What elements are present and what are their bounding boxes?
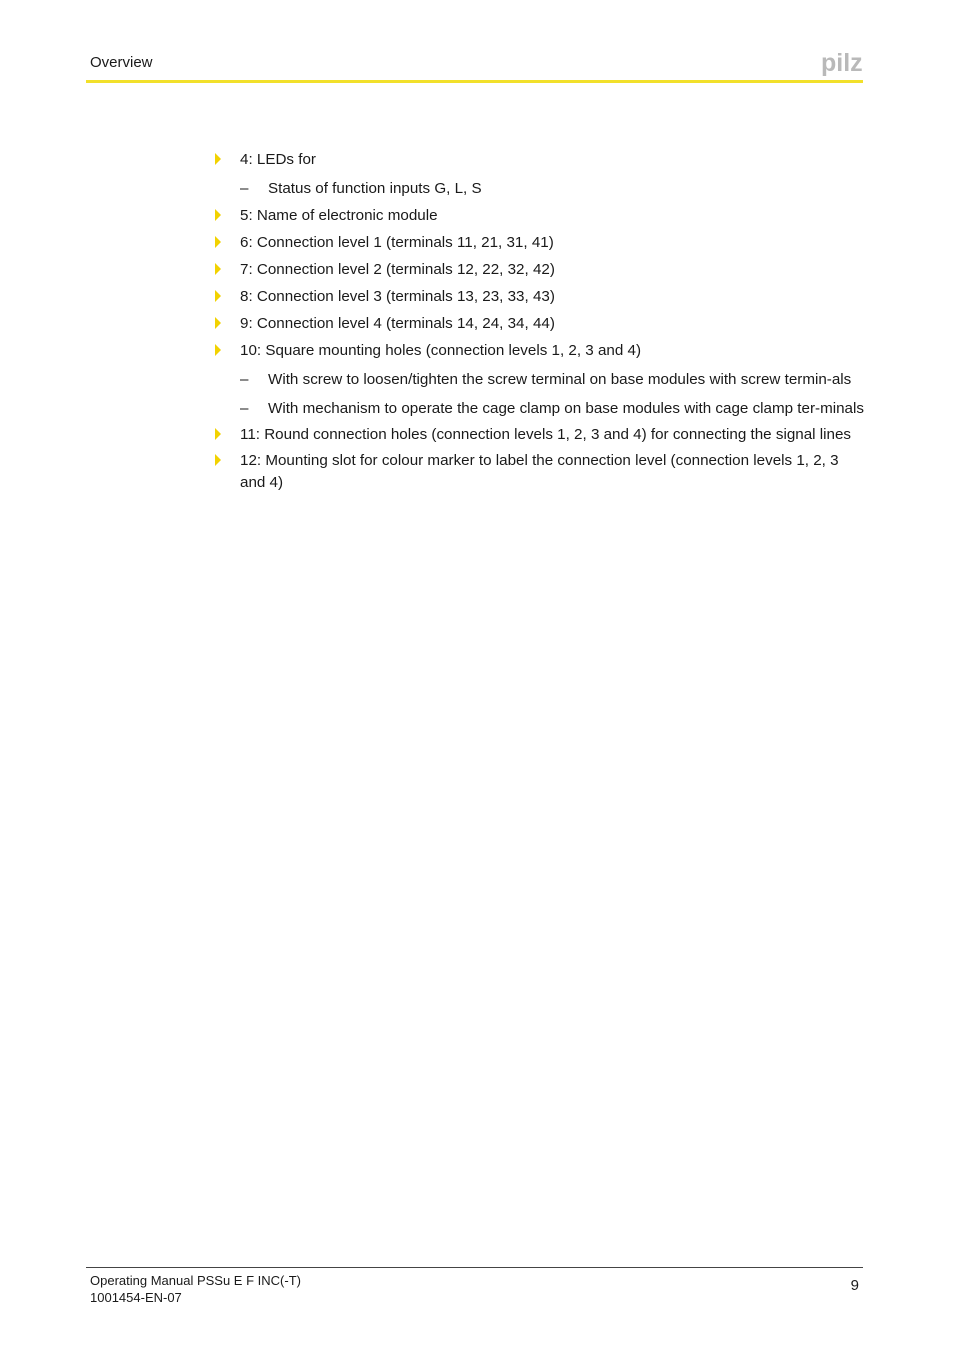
page-number: 9 bbox=[850, 1277, 859, 1294]
bullet-arrow-icon bbox=[215, 209, 221, 221]
dash-marker: – bbox=[240, 400, 249, 417]
header-divider bbox=[86, 80, 863, 83]
list-item-text: 8: Connection level 3 (terminals 13, 23, 33, 43) bbox=[240, 288, 555, 305]
bullet-arrow-icon bbox=[215, 153, 221, 165]
dash-marker: – bbox=[240, 180, 249, 197]
sub-list-item bbox=[214, 369, 864, 391]
list-item-text: 5: Name of electronic module bbox=[240, 207, 438, 224]
list-item-text: 4: LEDs for bbox=[240, 151, 316, 168]
list-item bbox=[214, 340, 864, 362]
bullet-list bbox=[214, 149, 864, 494]
page-section-title: Overview bbox=[90, 54, 153, 71]
list-item bbox=[214, 205, 864, 227]
list-item bbox=[214, 313, 864, 335]
sub-list-item-text: With screw to loosen/tighten the screw terminal on base modules with screw termin-als bbox=[268, 371, 852, 388]
pilz-logo bbox=[820, 50, 864, 76]
bullet-arrow-icon bbox=[215, 263, 221, 275]
bullet-arrow-icon bbox=[215, 454, 221, 466]
footer-manual-title: Operating Manual PSSu E F INC(-T) bbox=[90, 1273, 301, 1288]
footer-document-number: 1001454-EN-07 bbox=[90, 1290, 182, 1305]
list-item bbox=[214, 424, 864, 446]
dash-marker: – bbox=[240, 371, 249, 388]
list-item-text: 11: Round connection holes (connection levels 1, 2, 3 and 4) for connecting the signal lines bbox=[240, 426, 851, 443]
bullet-arrow-icon bbox=[215, 344, 221, 356]
bullet-arrow-icon bbox=[215, 236, 221, 248]
sub-list-item bbox=[214, 398, 864, 420]
list-item bbox=[214, 232, 864, 254]
sub-list-item-text: With mechanism to operate the cage clamp on base modules with cage clamp ter-minals bbox=[268, 400, 864, 417]
list-item-text: 7: Connection level 2 (terminals 12, 22, 32, 42) bbox=[240, 261, 555, 278]
list-item bbox=[214, 450, 864, 494]
list-item-text: 6: Connection level 1 (terminals 11, 21, 31, 41) bbox=[240, 234, 554, 251]
sub-list-item bbox=[214, 178, 864, 200]
list-item-text: 9: Connection level 4 (terminals 14, 24, 34, 44) bbox=[240, 315, 555, 332]
bullet-arrow-icon bbox=[215, 428, 221, 440]
list-item bbox=[214, 259, 864, 281]
bullet-arrow-icon bbox=[215, 317, 221, 329]
list-item-text: 10: Square mounting holes (connection levels 1, 2, 3 and 4) bbox=[240, 342, 642, 359]
sub-list-item-text: Status of function inputs G, L, S bbox=[268, 180, 482, 197]
list-item-text: 12: Mounting slot for colour marker to label the connection level (connection levels 1, 2, 3 and 4) bbox=[240, 452, 839, 491]
footer-divider bbox=[86, 1267, 863, 1268]
list-item bbox=[214, 149, 864, 171]
list-item bbox=[214, 286, 864, 308]
svg-text:pilz: pilz bbox=[821, 50, 863, 76]
bullet-arrow-icon bbox=[215, 290, 221, 302]
